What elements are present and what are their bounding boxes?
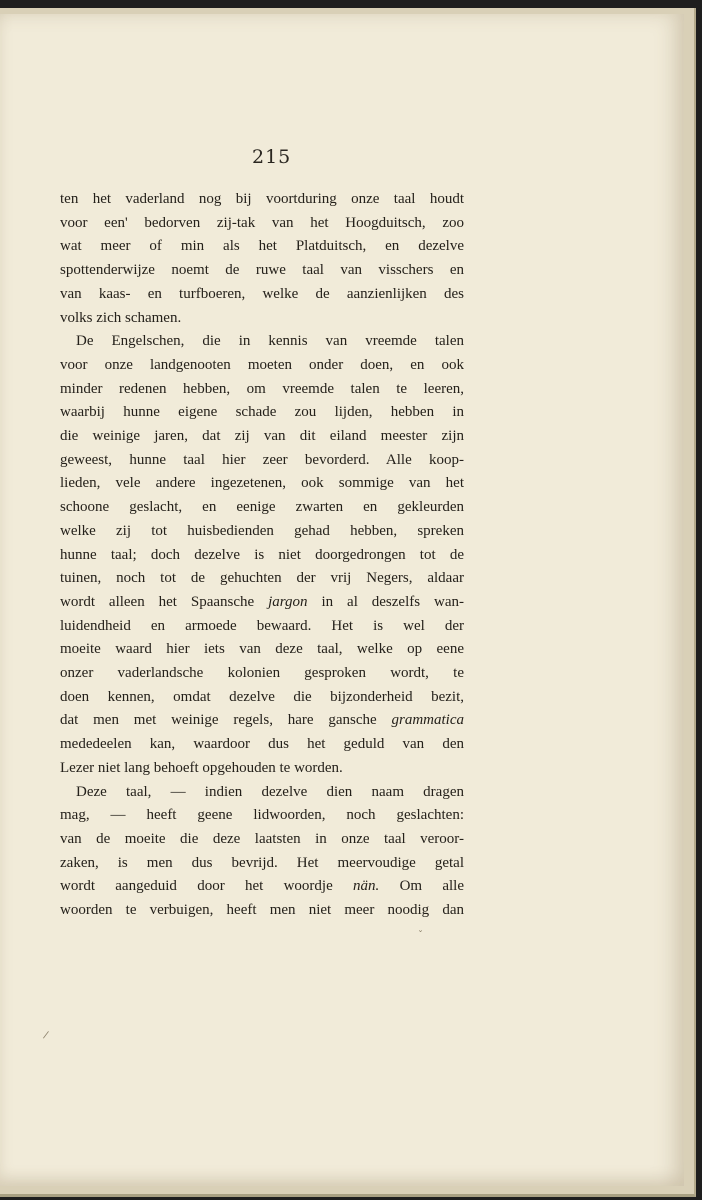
text-line-part: wordt aangeduid door het woordje xyxy=(60,878,354,895)
page-number: 215 xyxy=(252,146,292,168)
paper-page xyxy=(0,14,684,1186)
text-line: doen kennen, omdat dezelve die bijzonderheid bezit, xyxy=(60,688,464,705)
text-line: die weinige jaren, dat zij van dit eiland meester zijn xyxy=(60,428,464,445)
text-line-part: dat men met weinige regels, hare gansche xyxy=(60,712,392,729)
text-line: De Engelschen, die in kennis van vreemde talen xyxy=(76,333,464,350)
text-line: zaken, is men dus bevrijd. Het meervoudige getal xyxy=(60,854,464,871)
ink-speck: ˇ xyxy=(418,930,423,941)
text-line: schoone geslacht, en eenige zwarten en gekleurden xyxy=(60,499,464,516)
text-line: luidendheid en armoede bewaard. Het is wel der xyxy=(60,617,464,634)
text-line: mededeelen kan, waardoor dus het geduld van den xyxy=(60,736,464,753)
text-line: wat meer of min als het Platduitsch, en dezelve xyxy=(60,238,464,255)
text-line: hunne taal; doch dezelve is niet doorgedrongen tot de xyxy=(60,546,464,563)
text-line xyxy=(60,591,464,615)
italic-term: nän. xyxy=(353,878,380,895)
text-line-part: Om alle xyxy=(379,878,464,895)
italic-term: grammatica xyxy=(391,712,464,729)
text-line-part: wordt alleen het Spaansche xyxy=(60,593,269,610)
text-line xyxy=(60,709,464,733)
text-line: voor een' bedorven zij-tak van het Hoogduitsch, zoo xyxy=(60,214,464,231)
pencil-mark: / xyxy=(42,1029,50,1042)
text-line: lieden, vele andere ingezetenen, ook sommige van het xyxy=(60,475,464,492)
text-line: voor onze landgenooten moeten onder doen, en ook xyxy=(60,356,464,373)
text-line xyxy=(60,875,464,899)
text-line: waarbij hunne eigene schade zou lijden, hebben in xyxy=(60,404,464,421)
text-line: geweest, hunne taal hier zeer bevorderd. Alle koop- xyxy=(60,451,464,468)
italic-term: jargon xyxy=(268,593,308,610)
text-line: woorden te verbuigen, heeft men niet meer noodig dan xyxy=(60,902,464,919)
text-line: ten het vaderland nog bij voortduring onze taal houdt xyxy=(60,191,464,207)
body-text xyxy=(60,188,464,923)
text-line: moeite waard hier iets van deze taal, welke op eene xyxy=(60,641,464,658)
text-line: tuinen, noch tot de gehuchten der vrij Negers, aldaar xyxy=(60,570,464,587)
text-line: volks zich schamen. xyxy=(60,309,182,326)
text-line: van de moeite die deze laatsten in onze taal veroor- xyxy=(60,830,464,847)
text-line-part: in al deszelfs wan- xyxy=(307,593,464,610)
text-line: Deze taal, — indien dezelve dien naam dragen xyxy=(76,783,464,800)
text-line: mag, — heeft geene lidwoorden, noch geslachten: xyxy=(60,807,464,824)
text-line: van kaas- en turfboeren, welke de aanzienlijken des xyxy=(60,285,464,302)
text-line: onzer vaderlandsche kolonien gesproken wordt, te xyxy=(60,665,464,682)
text-line: spottenderwijze noemt de ruwe taal van visschers en xyxy=(60,262,464,279)
text-line: Lezer niet lang behoeft opgehouden te worden. xyxy=(60,759,343,776)
text-line: welke zij tot huisbedienden gehad hebben, spreken xyxy=(60,522,464,539)
text-line: minder redenen hebben, om vreemde talen te leeren, xyxy=(60,380,464,397)
